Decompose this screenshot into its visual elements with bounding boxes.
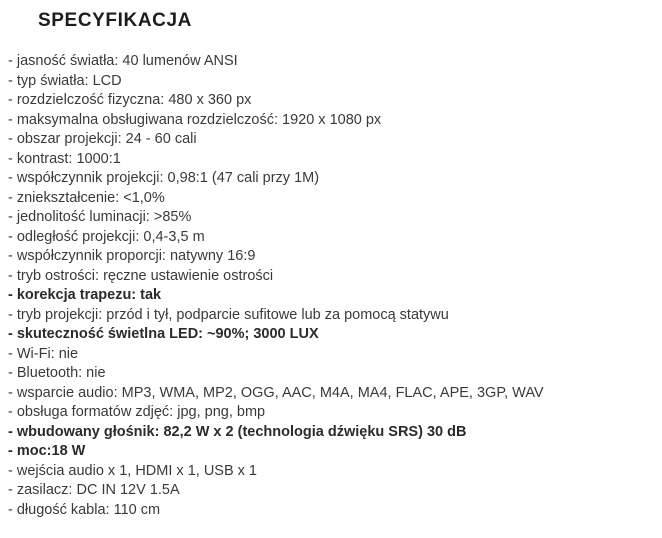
spec-line: - jednolitość luminacji: >85%	[8, 209, 192, 225]
spec-line: - rozdzielczość fizyczna: 480 x 360 px	[8, 92, 252, 108]
spec-line: - skuteczność świetlna LED: ~90%; 3000 LUX	[8, 326, 319, 342]
spec-line: - Wi-Fi: nie	[8, 345, 79, 362]
spec-line: - obszar projekcji: 24 - 60 cali	[8, 131, 197, 147]
spec-line: - wsparcie audio: MP3, WMA, MP2, OGG, AAC, M4A, MA4, FLAC, APE, 3GP, WAV	[8, 384, 544, 401]
spec-line: - współczynnik projekcji: 0,98:1 (47 cali przy 1M)	[8, 170, 320, 186]
spec-line: - wejścia audio x 1, HDMI x 1, USB x 1	[8, 462, 257, 479]
spec-line: - tryb ostrości: ręczne ustawienie ostrości	[8, 267, 274, 284]
spec-line: - typ światła: LCD	[8, 72, 122, 89]
spec-line: - długość kabla: 110 cm	[8, 501, 161, 518]
spec-line: - korekcja trapezu: tak	[8, 287, 162, 303]
spec-line: - moc:18 W	[8, 443, 86, 459]
spec-line: - odległość projekcji: 0,4-3,5 m	[8, 228, 205, 245]
spec-line: - tryb projekcji: przód i tył, podparcie sufitowe lub za pomocą statywu	[8, 306, 449, 323]
spec-line: - zasilacz: DC IN 12V 1.5A	[8, 482, 180, 498]
spec-line: - Bluetooth: nie	[8, 365, 106, 381]
spec-line: - wbudowany głośnik: 82,2 W x 2 (technologia dźwięku SRS) 30 dB	[8, 423, 467, 440]
spec-line: - współczynnik proporcji: natywny 16:9	[8, 248, 256, 264]
spec-line: - maksymalna obsługiwana rozdzielczość: 1920 x 1080 px	[8, 111, 382, 128]
spec-line: - obsługa formatów zdjęć: jpg, png, bmp	[8, 404, 266, 420]
page-title: SPECYFIKACJA	[38, 10, 192, 31]
spec-list	[0, 32, 662, 520]
spec-line: - kontrast: 1000:1	[8, 150, 121, 167]
spec-line: - jasność światła: 40 lumenów ANSI	[8, 53, 238, 69]
spec-line: - zniekształcenie: <1,0%	[8, 189, 165, 206]
